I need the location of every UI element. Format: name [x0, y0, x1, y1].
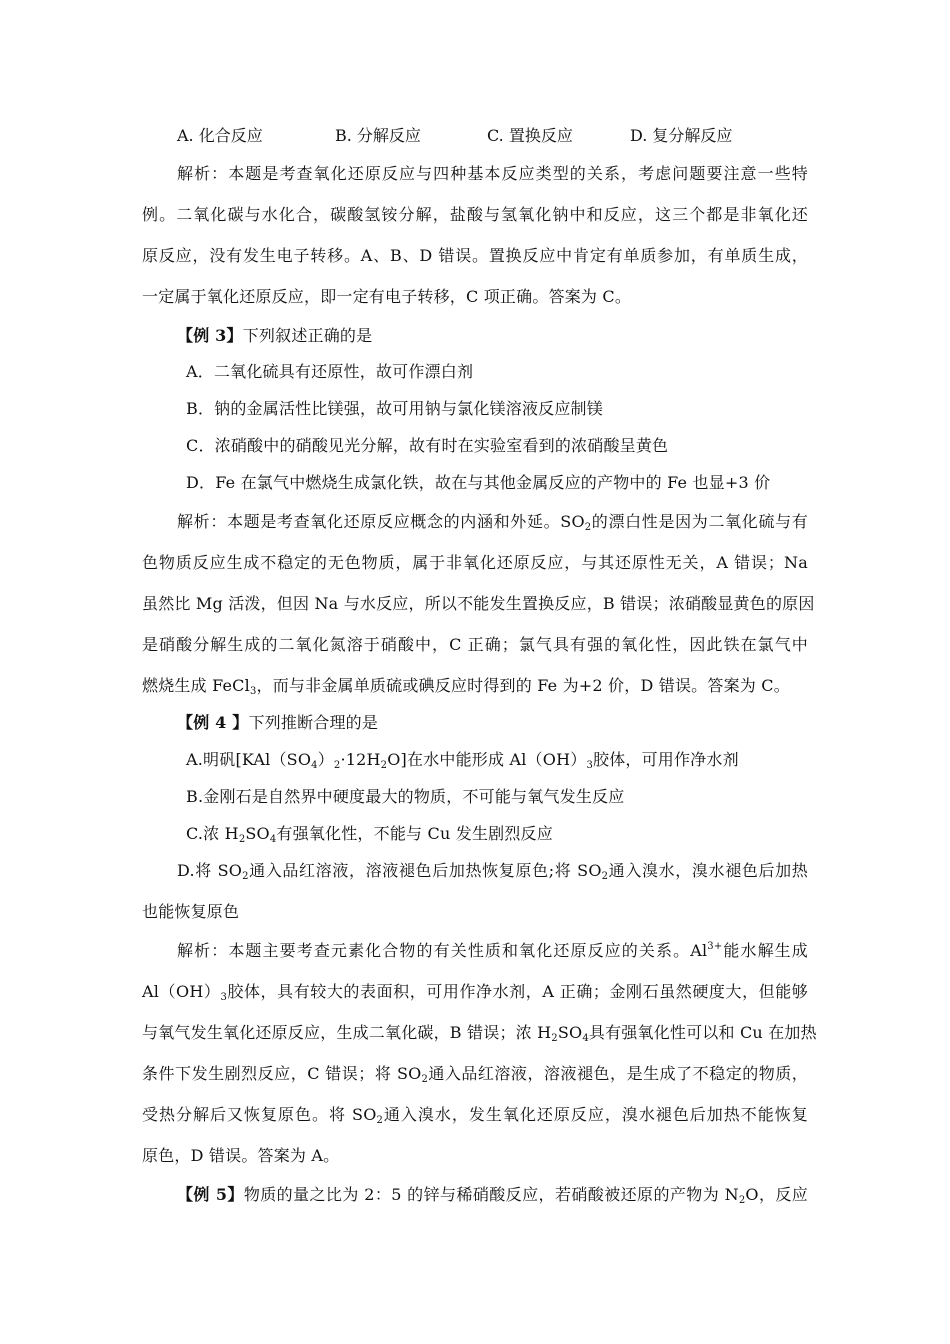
example3-option-d: D．Fe 在氯气中燃烧生成氯化铁，故在与其他金属反应的产物中的 Fe 也显+3 价: [186, 473, 771, 492]
example4-option-d-cont: 也能恢复原色: [142, 902, 240, 921]
option-b: B. 分解反应: [335, 126, 421, 145]
analysis-ex4-line6: 原色，D 错误。答案为 A。: [142, 1146, 340, 1165]
option-a: A. 化合反应: [177, 126, 263, 145]
example4-d-text: 通入品红溶液，溶液褪色后加热恢复原色;将 SO: [248, 861, 602, 880]
analysis-ex2-line2: 例。二氧化碳与水化合，碳酸氢铵分解，盐酸与氢氧化钠中和反应，这三个都是非氧化还: [142, 205, 808, 224]
subscript: 2: [242, 871, 249, 882]
analysis-ex4-text: 解析：本题主要考查元素化合物的有关性质和氧化还原反应的关系。Al: [177, 941, 708, 960]
example4-option-d: [177, 861, 808, 881]
option-c: C. 置换反应: [487, 126, 573, 145]
subscript: 2: [421, 1074, 428, 1085]
analysis-ex3-line5: [142, 676, 790, 696]
example4-c-text: 有强氧化性，不能与 Cu 发生剧烈反应: [276, 824, 553, 843]
example3-label: 【例 3】: [177, 326, 243, 345]
analysis-ex4-text: 能水解生成: [722, 941, 808, 960]
analysis-ex3-line5-text-b: ，而与非金属单质硫或碘反应时得到的 Fe 为+2 价，D 错误。答案为 C。: [256, 676, 790, 695]
example4-a-text: ·12H: [340, 750, 381, 769]
analysis-ex2-line1: 解析：本题是考查氧化还原反应与四种基本反应类型的关系，考虑问题要注意一些特: [177, 164, 808, 183]
example4-c-text: C.浓 H: [186, 824, 239, 843]
example3-option-c: C．浓硝酸中的硝酸见光分解，故有时在实验室看到的浓硝酸呈黄色: [186, 436, 669, 455]
example5-heading: [177, 1185, 808, 1205]
example5-text: O，反应: [745, 1185, 808, 1204]
subscript: 3: [220, 992, 228, 1003]
example3-option-a: A．二氧化硫具有还原性，故可作漂白剂: [186, 362, 474, 381]
example4-option-b: B.金刚石是自然界中硬度最大的物质，不可能与氧气发生反应: [186, 787, 625, 806]
example4-heading: [177, 713, 378, 733]
example4-option-c: [186, 824, 553, 844]
analysis-ex4-text: 与氧气发生氧化还原反应，生成二氧化碳，B 错误；浓 H: [142, 1023, 552, 1042]
example4-d-text: D.将 SO: [177, 861, 243, 880]
analysis-ex3-line4: 是硝酸分解生成的二氧化氮溶于硝酸中，C 正确；氯气具有强的氧化性，因此铁在氯气中: [142, 635, 808, 654]
subscript: 3: [249, 686, 257, 697]
superscript: 3+: [707, 941, 723, 952]
example3-question: 下列叙述正确的是: [242, 326, 373, 345]
analysis-ex4-text: 具有强氧化性可以和 Cu 在加热: [588, 1023, 817, 1042]
analysis-ex4-text: 通入溴水，发生氧化还原反应，溴水褪色后加热不能恢复: [383, 1105, 808, 1124]
subscript: 4: [582, 1033, 589, 1044]
example4-question: 下列推断合理的是: [248, 713, 379, 732]
subscript: 2: [551, 1033, 558, 1044]
option-d: D. 复分解反应: [630, 126, 733, 145]
analysis-ex3-line5-text-a: 燃烧生成 FeCl: [142, 676, 250, 695]
analysis-ex3-line2: 色物质反应生成不稳定的无色物质，属于非氧化还原反应，与其还原性无关，A 错误；Na: [142, 553, 808, 572]
analysis-ex3-line1: [177, 512, 808, 532]
analysis-ex4-text: 受热分解后又恢复原色。将 SO: [142, 1105, 377, 1124]
analysis-ex2-line3: 原反应，没有发生电子转移。A、B、D 错误。置换反应中肯定有单质参加，有单质生成，: [142, 246, 808, 265]
subscript: 2: [601, 871, 609, 882]
analysis-ex4-text: SO: [557, 1023, 583, 1042]
subscript: 2: [738, 1195, 746, 1206]
subscript: 2: [238, 834, 246, 845]
analysis-ex4-text: 胶体，具有较大的表面积，可用作净水剂，A 正确；金刚石虽然硬度大，但能够: [227, 982, 808, 1001]
analysis-ex4-text: 条件下发生剧烈反应，C 错误；将 SO: [142, 1064, 422, 1083]
example5-label: 【例 5】: [177, 1185, 244, 1204]
analysis-ex4-line4: [142, 1064, 808, 1084]
analysis-ex2-line4: 一定属于氧化还原反应，即一定有电子转移，C 项正确。答案为 C。: [142, 287, 632, 306]
analysis-ex4-line2: [142, 982, 808, 1002]
example3-heading: [177, 326, 372, 346]
subscript: 2: [333, 760, 341, 771]
analysis-ex4-line1: [177, 941, 808, 961]
example3-option-b: B．钠的金属活性比镁强，故可用钠与氯化镁溶液反应制镁: [186, 399, 603, 418]
subscript: 4: [269, 834, 277, 845]
subscript: 4: [311, 760, 318, 771]
example4-a-text: ）: [317, 750, 334, 769]
analysis-ex3-line1-text-a: 解析：本题是考查氧化还原反应概念的内涵和外延。SO: [177, 512, 585, 531]
example4-c-text: SO: [245, 824, 270, 843]
example4-a-text: 胶体，可用作净水剂: [593, 750, 739, 769]
subscript: 3: [586, 760, 593, 771]
example4-a-text: O]在水中能形成 Al（OH）: [387, 750, 587, 769]
analysis-ex4-line5: [142, 1105, 808, 1125]
example4-d-text: 通入溴水，溴水褪色后加热: [608, 861, 809, 880]
subscript: 2: [584, 522, 592, 533]
example4-option-a: [186, 750, 739, 770]
analysis-ex4-line3: [142, 1023, 817, 1044]
analysis-ex4-text: 通入品红溶液，溶液褪色，是生成了不稳定的物质，: [428, 1064, 808, 1083]
example5-text: 物质的量之比为 2：5 的锌与稀硝酸反应，若硝酸被还原的产物为 N: [243, 1185, 739, 1204]
example4-label: 【例 4 】: [177, 713, 249, 732]
analysis-ex3-line3: 虽然比 Mg 活泼，但因 Na 与水反应，所以不能发生置换反应，B 错误；浓硝酸显黄色的原因: [142, 594, 815, 613]
example4-a-text: A.明矾[KAl（SO: [186, 750, 312, 769]
analysis-ex4-text: Al（OH）: [142, 982, 221, 1001]
subscript: 2: [380, 760, 388, 771]
analysis-ex3-line1-text-b: 的漂白性是因为二氧化硫与有: [591, 512, 808, 531]
subscript: 2: [376, 1115, 384, 1126]
